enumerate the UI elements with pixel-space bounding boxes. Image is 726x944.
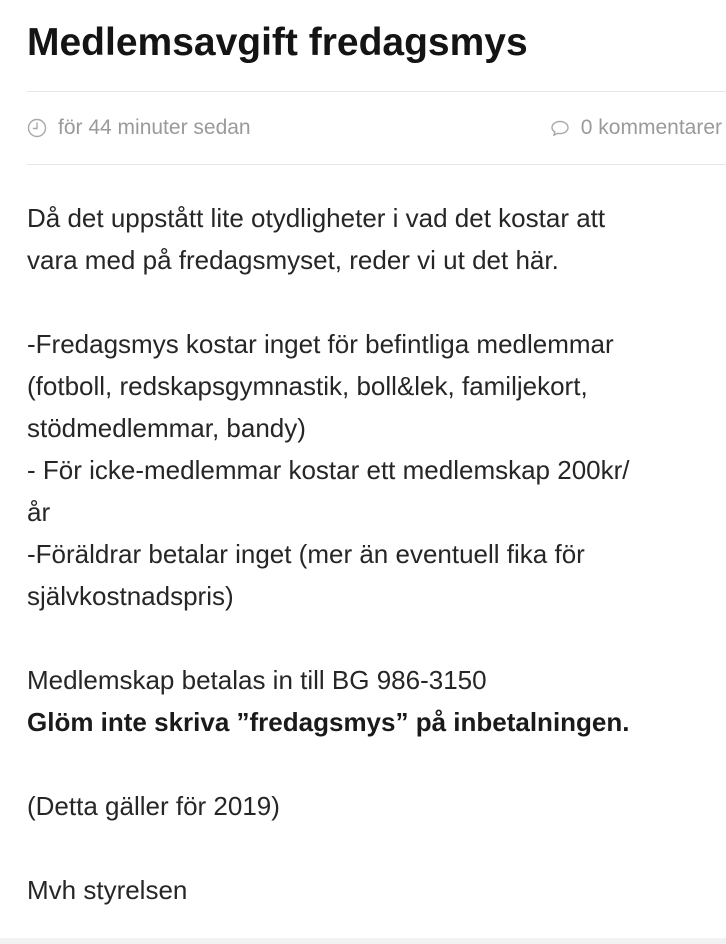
post-meta-bar xyxy=(27,91,726,165)
paragraph-gap xyxy=(27,617,723,659)
comments-count-label: 0 kommentarer xyxy=(580,116,722,139)
clock-icon xyxy=(27,118,47,138)
members-line-1: -Fredagsmys kostar inget för befintliga medlemmar xyxy=(27,329,614,359)
paragraph-gap xyxy=(27,281,723,323)
non-members-line-1: - För icke-medlemmar kostar ett medlemskap 200kr/ xyxy=(27,455,630,485)
bottom-divider xyxy=(0,938,726,944)
post-time xyxy=(27,113,251,143)
payment-note: Glöm inte skriva ”fredagsmys” på inbetalningen. xyxy=(27,707,630,737)
comments-link[interactable] xyxy=(550,113,722,143)
intro-line-1: Då det uppstått lite otydligheter i vad det kostar att xyxy=(27,203,606,233)
members-line-2: (fotboll, redskapsgymnastik, boll&lek, familjekort, xyxy=(27,371,588,401)
post-time-label: för 44 minuter sedan xyxy=(58,116,251,139)
payment-line: Medlemskap betalas in till BG 986-3150 xyxy=(27,665,487,695)
members-line-3: stödmedlemmar, bandy) xyxy=(27,413,306,443)
intro-line-2: vara med på fredagsmyset, reder vi ut det här. xyxy=(27,245,559,275)
paragraph-gap xyxy=(27,827,723,869)
speech-bubble-icon xyxy=(550,118,570,138)
paragraph-gap xyxy=(27,743,723,785)
non-members-line-2: år xyxy=(27,497,51,527)
validity-note: (Detta gäller för 2019) xyxy=(27,791,280,821)
post-body xyxy=(27,197,723,911)
parents-line-1: -Föräldrar betalar inget (mer än eventuell fika för xyxy=(27,539,585,569)
post-title: Medlemsavgift fredagsmys xyxy=(27,21,528,64)
signature: Mvh styrelsen xyxy=(27,875,188,905)
parents-line-2: självkostnadspris) xyxy=(27,581,234,611)
